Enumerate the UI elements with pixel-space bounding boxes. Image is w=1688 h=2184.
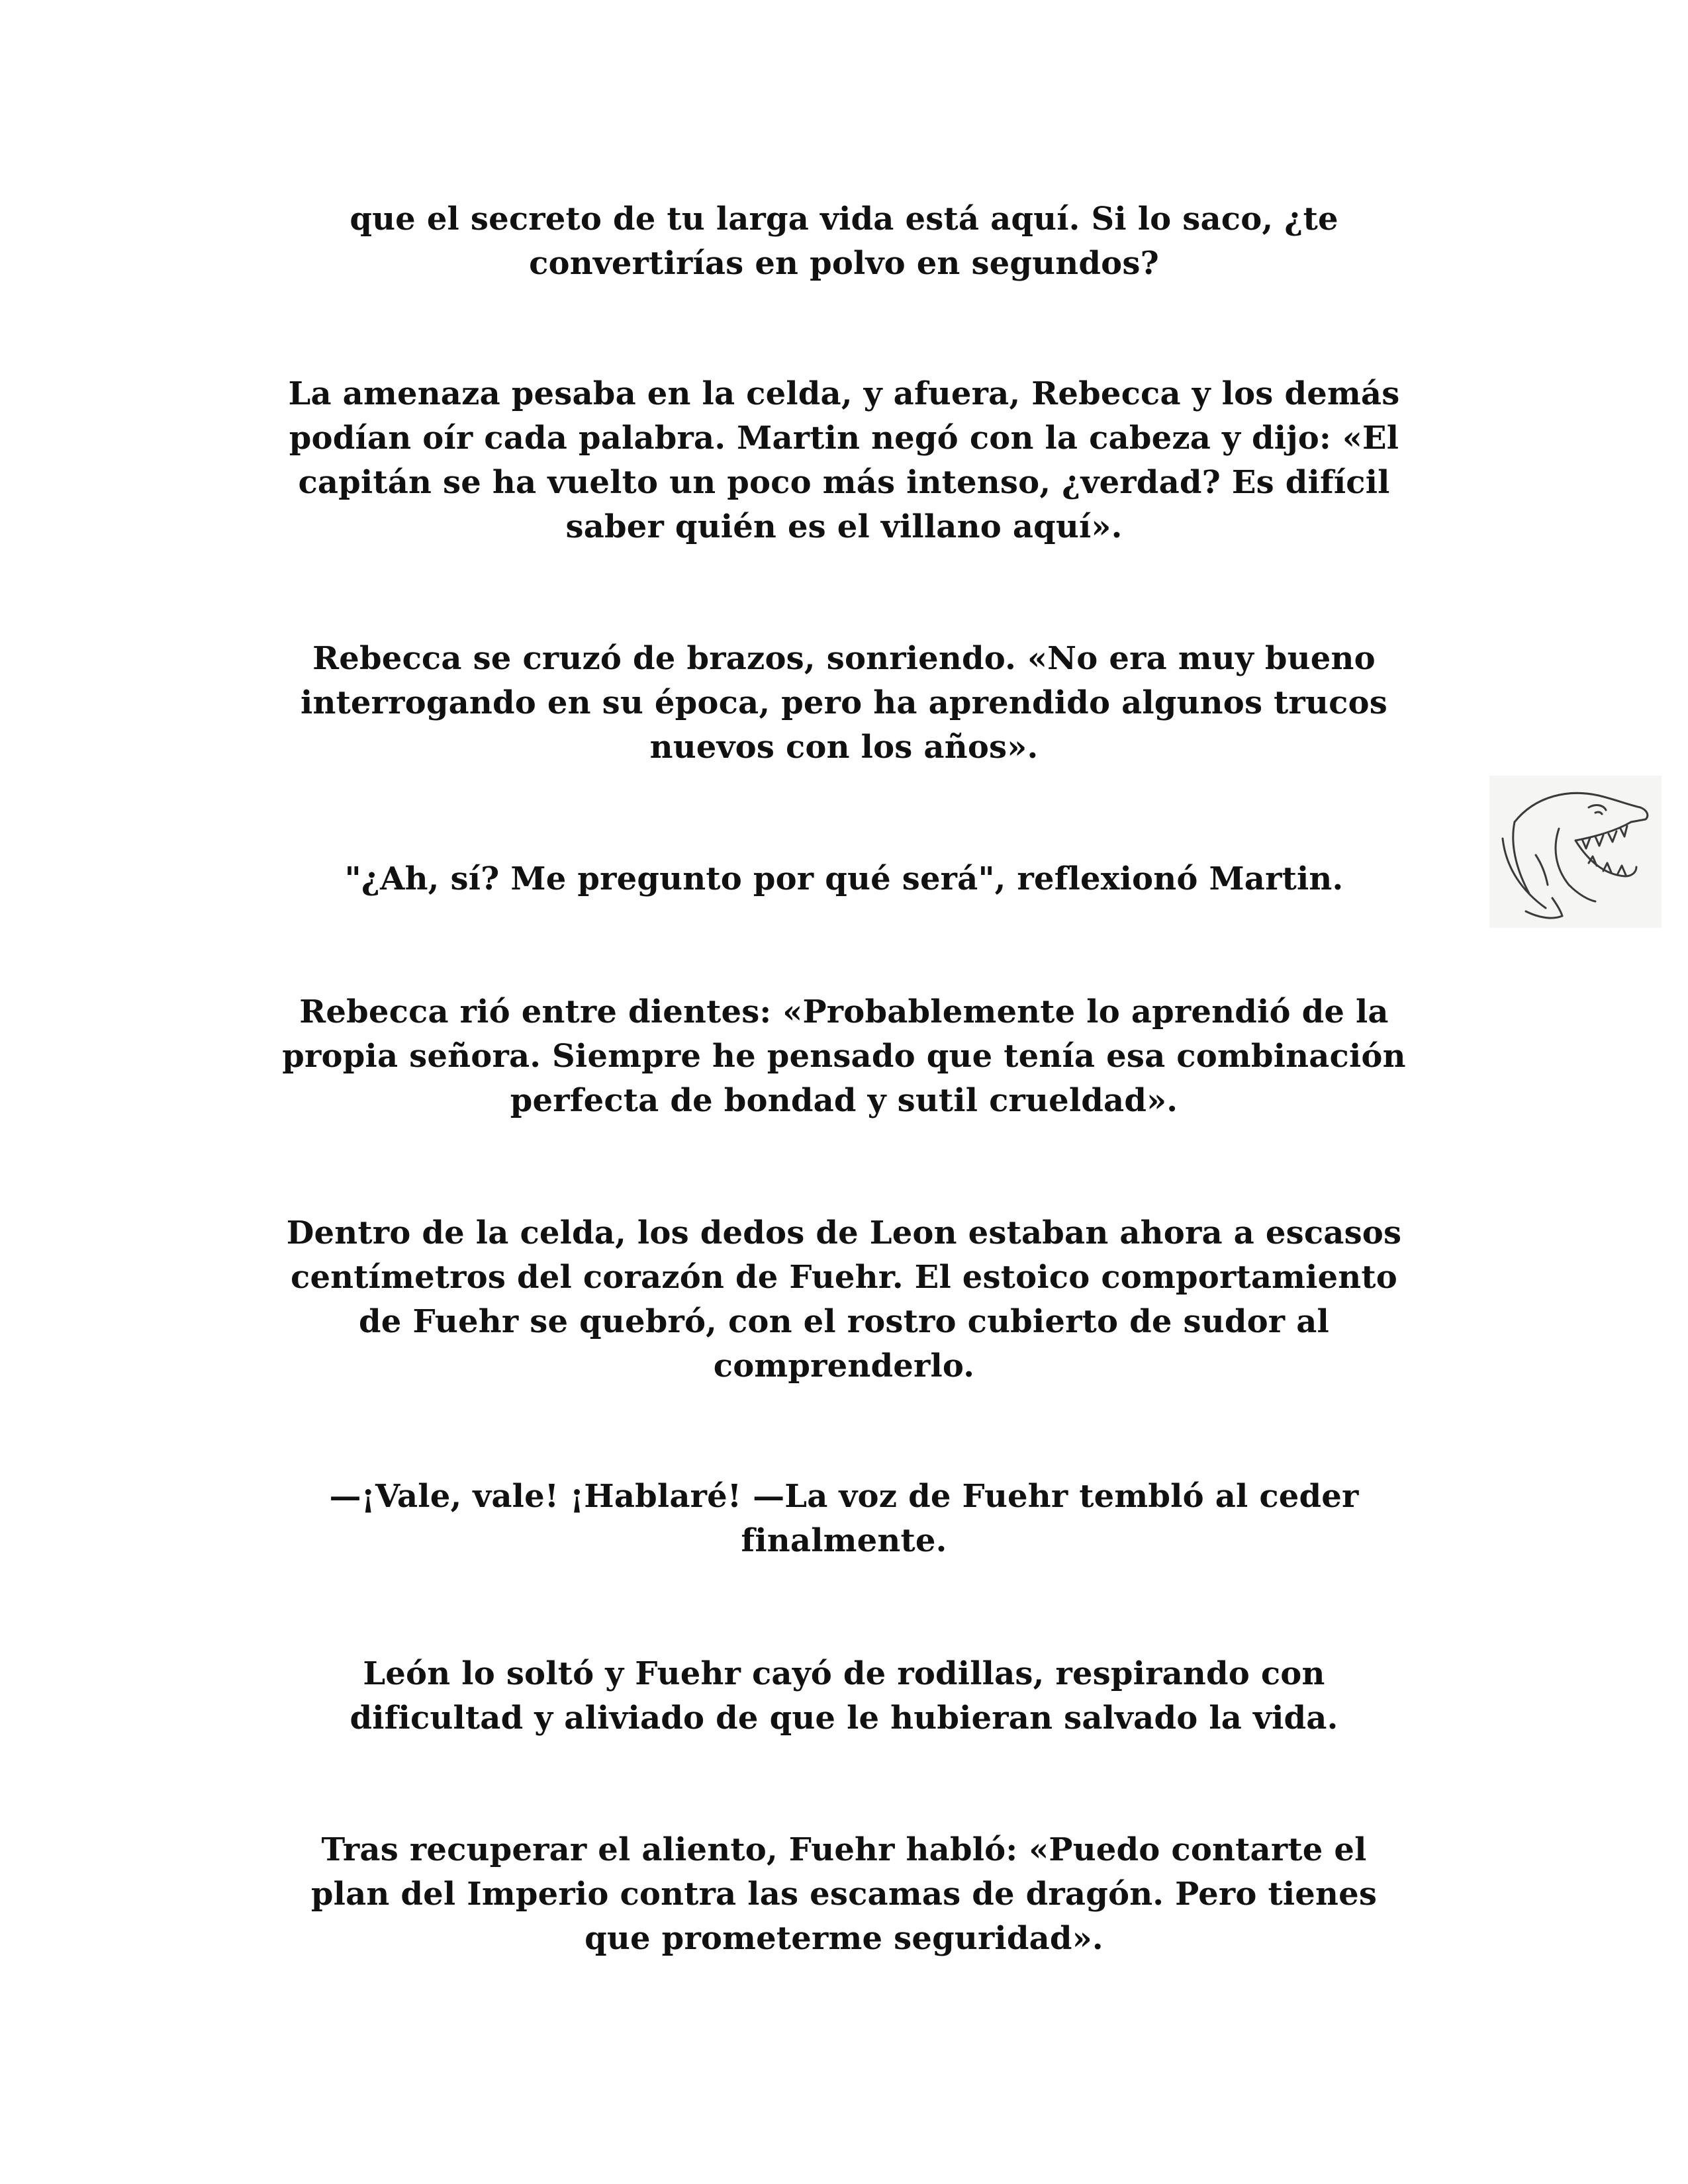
paragraph-6 [218, 1211, 1470, 1388]
paragraph-7 [218, 1475, 1470, 1563]
paragraph-line: podían oír cada palabra. Martin negó con la cabeza y dijo: «El [289, 420, 1399, 457]
paragraph-2 [218, 372, 1470, 549]
paragraph-4 [218, 857, 1470, 901]
paragraph-9 [218, 1828, 1470, 1961]
paragraph-line: Rebecca rió entre dientes: «Probablemente lo aprendió de la [299, 993, 1389, 1030]
paragraph-1 [218, 197, 1470, 286]
paragraph-line: "¿Ah, sí? Me pregunto por qué será", reflexionó Martin. [344, 860, 1344, 897]
dinosaur-head-sketch-icon [1489, 776, 1662, 928]
paragraph-line: interrogando en su época, pero ha aprendido algunos trucos [301, 684, 1387, 721]
paragraph-line: que el secreto de tu larga vida está aquí. Si lo saco, ¿te [350, 201, 1338, 238]
paragraph-line: Tras recuperar el aliento, Fuehr habló: «Puedo contarte el [321, 1831, 1367, 1868]
paragraph-line: saber quién es el villano aquí». [565, 508, 1123, 545]
paragraph-8 [218, 1652, 1470, 1741]
paragraph-line: capitán se ha vuelto un poco más intenso, ¿verdad? Es difícil [298, 464, 1390, 501]
paragraph-3 [218, 637, 1470, 770]
paragraph-line: León lo soltó y Fuehr cayó de rodillas, respirando con [363, 1655, 1325, 1692]
paragraph-line: perfecta de bondad y sutil crueldad». [510, 1082, 1178, 1119]
paragraph-line: finalmente. [741, 1522, 947, 1559]
paragraph-line: La amenaza pesaba en la celda, y afuera, Rebecca y los demás [288, 375, 1400, 412]
paragraph-line: que prometerme seguridad». [585, 1920, 1103, 1957]
paragraph-line: Rebecca se cruzó de brazos, sonriendo. «No era muy bueno [312, 640, 1376, 677]
paragraph-line: convertirías en polvo en segundos? [529, 245, 1159, 282]
paragraph-line: —¡Vale, vale! ¡Hablaré! —La voz de Fuehr tembló al ceder [329, 1478, 1359, 1515]
paragraph-line: nuevos con los años». [649, 729, 1039, 766]
paragraph-line: comprenderlo. [713, 1347, 975, 1385]
paragraph-line: dificultad y aliviado de que le hubieran salvado la vida. [350, 1700, 1338, 1737]
paragraph-line: centímetros del corazón de Fuehr. El estoico comportamiento [291, 1259, 1397, 1296]
paragraph-line: de Fuehr se quebró, con el rostro cubierto de sudor al [359, 1303, 1329, 1340]
paragraph-5 [218, 990, 1470, 1123]
paragraph-line: plan del Imperio contra las escamas de dragón. Pero tienes [310, 1876, 1378, 1913]
paragraph-line: Dentro de la celda, los dedos de Leon estaban ahora a escasos [286, 1214, 1402, 1251]
paragraph-line: propia señora. Siempre he pensado que tenía esa combinación [282, 1038, 1406, 1075]
